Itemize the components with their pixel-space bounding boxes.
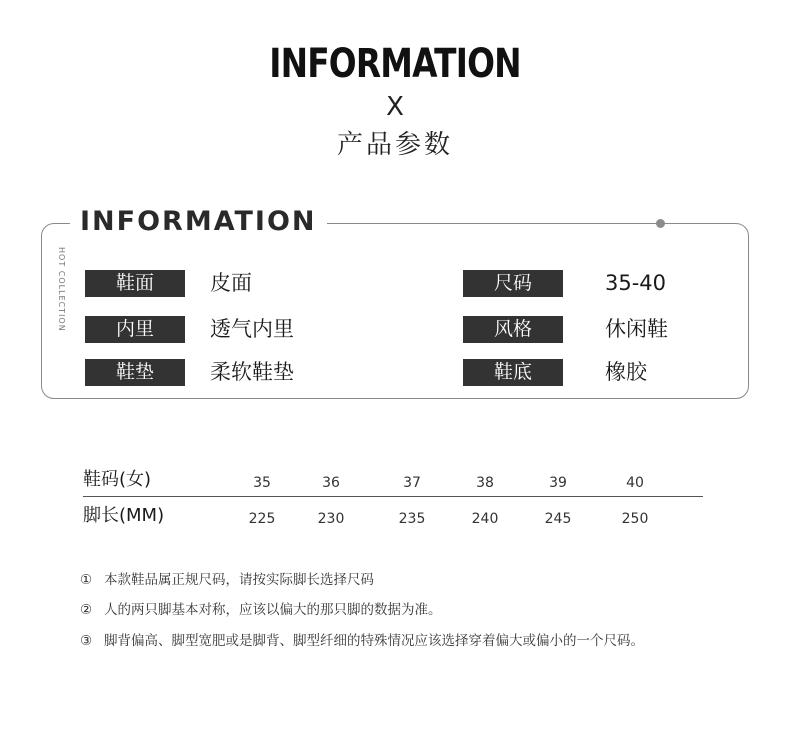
size-cell: 38 [476, 475, 494, 491]
value-outsole: 橡胶 [605, 360, 647, 384]
length-row-label: 脚长(MM) [83, 505, 165, 526]
size-cell: 39 [549, 475, 567, 491]
card-label: INFORMATION [70, 203, 327, 241]
note-item [80, 570, 374, 590]
size-cell: 36 [322, 475, 340, 491]
length-cell: 245 [544, 511, 572, 527]
tag-size: 尺码 [463, 270, 563, 297]
cross-mark: X [386, 92, 404, 122]
value-size: 35-40 [605, 271, 667, 295]
length-cell: 235 [398, 511, 426, 527]
note-text: 人的两只脚基本对称，应该以偏大的那只脚的数据为准。 [104, 602, 442, 618]
length-cell: 250 [621, 511, 649, 527]
value-style: 休闲鞋 [605, 317, 668, 341]
size-cell: 35 [253, 475, 271, 491]
size-cell: 37 [403, 475, 421, 491]
note-number: ① [80, 572, 93, 588]
size-row-label: 鞋码(女) [83, 469, 152, 490]
length-cell: 230 [317, 511, 345, 527]
note-text: 本款鞋品属正规尺码，请按实际脚长选择尺码 [104, 572, 374, 588]
tag-outsole: 鞋底 [463, 359, 563, 386]
page-title: INFORMATION [269, 41, 521, 87]
size-cell: 40 [626, 475, 644, 491]
length-cell: 225 [248, 511, 276, 527]
page-subtitle: 产品参数 [336, 130, 453, 160]
note-item [80, 631, 644, 651]
card-dot-decoration [656, 219, 665, 228]
note-number: ② [80, 602, 93, 618]
note-item [80, 600, 442, 620]
value-upper: 皮面 [210, 271, 252, 295]
tag-style: 风格 [463, 316, 563, 343]
value-lining: 透气内里 [210, 317, 294, 341]
value-insole: 柔软鞋垫 [210, 360, 294, 384]
side-collection-text: HOT COLLECTION [57, 247, 66, 332]
table-divider [83, 496, 703, 497]
tag-upper: 鞋面 [85, 270, 185, 297]
tag-lining: 内里 [85, 316, 185, 343]
length-cell: 240 [471, 511, 499, 527]
note-text: 脚背偏高、脚型宽肥或是脚背、脚型纤细的特殊情况应该选择穿着偏大或偏小的一个尺码。 [104, 633, 644, 649]
tag-insole: 鞋垫 [85, 359, 185, 386]
note-number: ③ [80, 633, 93, 649]
